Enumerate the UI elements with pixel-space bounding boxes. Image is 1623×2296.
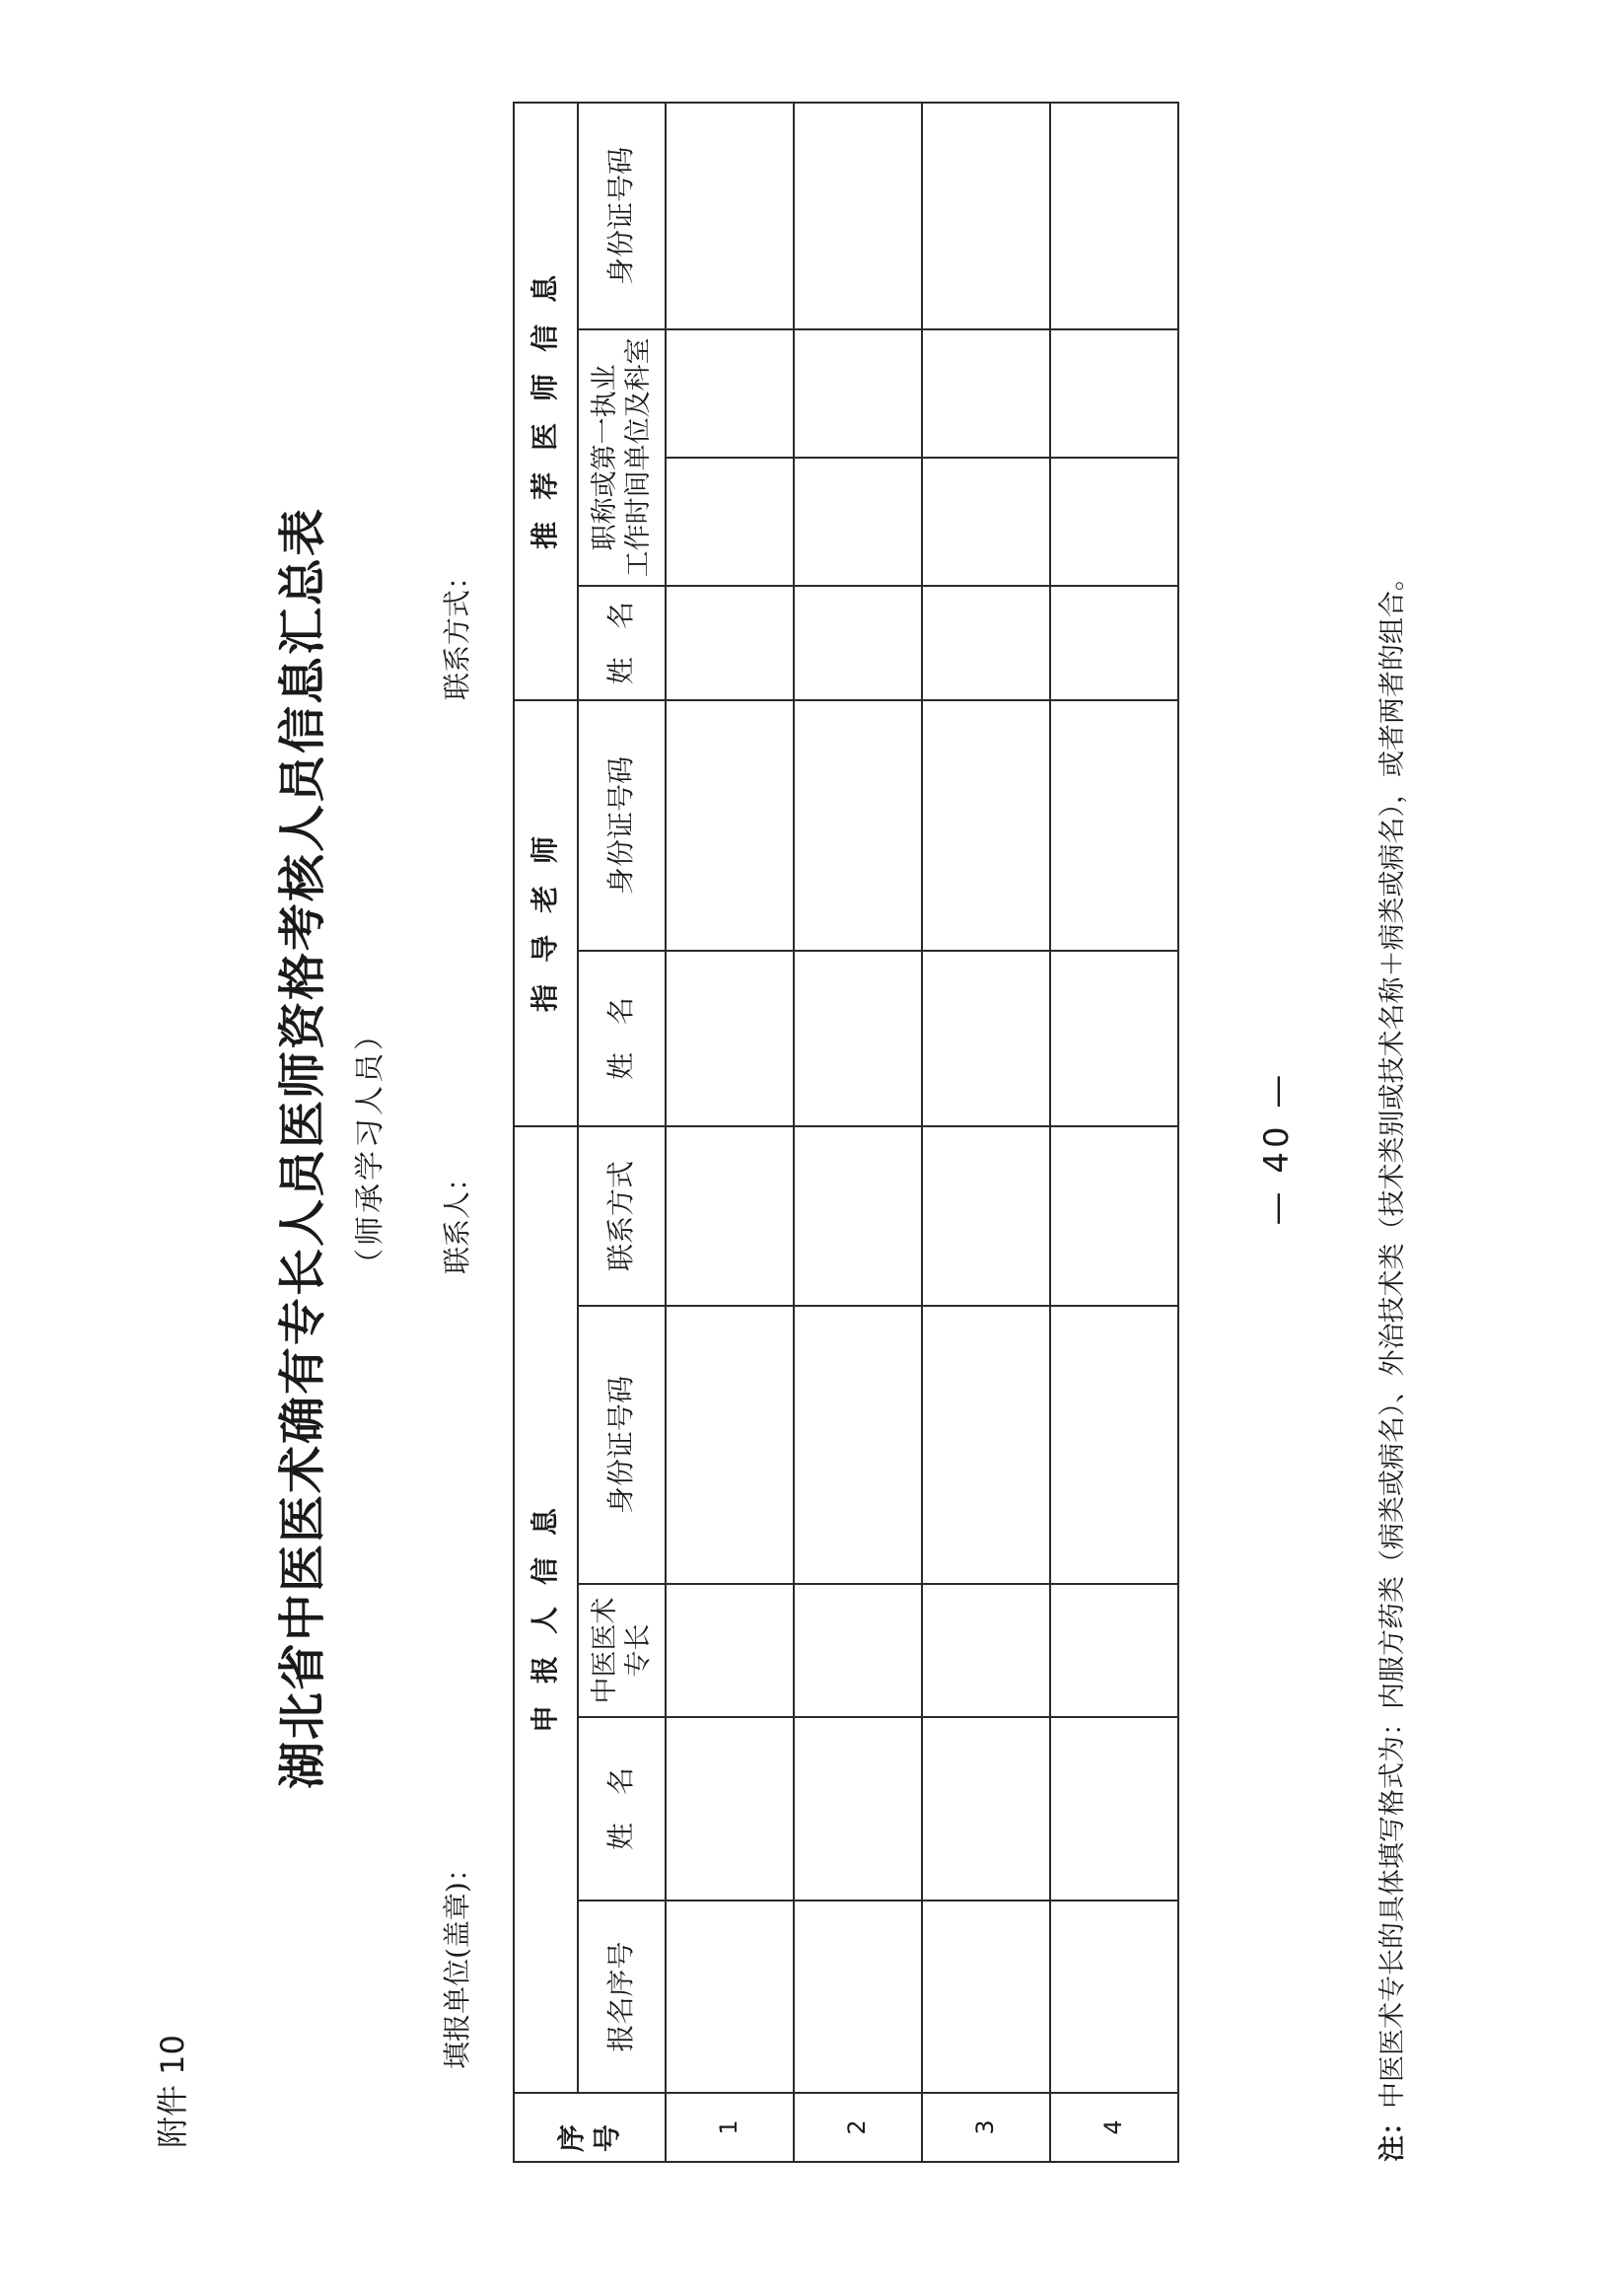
table-row — [794, 103, 922, 2162]
col-applicant-id-number: 身份证号码 — [578, 1306, 666, 1584]
cell-recommender-name — [1050, 586, 1178, 700]
col-recommender-name: 姓 名 — [578, 586, 666, 700]
cell-recommender-unit — [1050, 329, 1178, 458]
cell-specialty — [922, 1584, 1050, 1717]
footnote-text: 中医医术专长的具体填写格式为：内服方药类（病类或病名）、外治技术类（技术类别或技术名称＋病类或病名），或者两者的组合。 — [1377, 564, 1408, 2109]
applicant-group-header: 申报人信息 — [514, 1126, 578, 2093]
table-row — [1050, 103, 1178, 2162]
cell-applicant-name — [922, 1717, 1050, 1901]
col-recommender-id-number: 身份证号码 — [578, 103, 666, 329]
cell-recommender-title — [922, 458, 1050, 586]
cell-recommender-name — [794, 586, 922, 700]
cell-applicant-name — [666, 1717, 794, 1901]
cell-mentor-id-number — [794, 700, 922, 951]
cell-mentor-id-number — [1050, 700, 1178, 951]
seq-header: 序号 — [514, 2093, 666, 2162]
cell-applicant-name — [1050, 1717, 1178, 1901]
cell-recommender-title — [794, 458, 922, 586]
cell-recommender-unit — [666, 329, 794, 458]
row-number: 2 — [794, 2093, 922, 2162]
cell-applicant-id-number — [922, 1306, 1050, 1584]
col-registration-number: 报名序号 — [578, 1901, 666, 2093]
footnote-label: 注： — [1377, 2109, 1408, 2162]
mentor-group-header: 指导老师 — [514, 700, 578, 1126]
cell-registration-number — [666, 1901, 794, 2093]
personnel-summary-table — [513, 102, 1179, 2163]
row-number: 4 — [1050, 2093, 1178, 2162]
cell-registration-number — [1050, 1901, 1178, 2093]
cell-recommender-id-number — [666, 103, 794, 329]
cell-recommender-title — [1050, 458, 1178, 586]
cell-recommender-unit — [922, 329, 1050, 458]
table-row — [666, 103, 794, 2162]
col-mentor-id-number: 身份证号码 — [578, 700, 666, 951]
cell-recommender-title — [666, 458, 794, 586]
cell-mentor-name — [1050, 951, 1178, 1126]
cell-recommender-id-number — [922, 103, 1050, 329]
contact-method-label: 联系方式： — [441, 561, 473, 700]
cell-recommender-name — [922, 586, 1050, 700]
cell-applicant-name — [794, 1717, 922, 1901]
cell-mentor-name — [794, 951, 922, 1126]
cell-mentor-id-number — [922, 700, 1050, 951]
row-number: 3 — [922, 2093, 1050, 2162]
cell-specialty — [794, 1584, 922, 1717]
cell-registration-number — [794, 1901, 922, 2093]
cell-applicant-id-number — [794, 1306, 922, 1584]
page-title: 湖北省中医医术确有专长人员医师资格考核人员信息汇总表 — [275, 507, 330, 1790]
table-column-header-row — [578, 103, 666, 2162]
cell-specialty — [666, 1584, 794, 1717]
cell-applicant-id-number — [666, 1306, 794, 1584]
cell-mentor-name — [922, 951, 1050, 1126]
cell-specialty — [1050, 1584, 1178, 1717]
page-subtitle: （师承学习人员） — [353, 1018, 388, 1278]
cell-contact-method — [666, 1126, 794, 1306]
col-recommender-title-line2: 工作时间单位及科室 — [622, 337, 654, 578]
cell-contact-method — [1050, 1126, 1178, 1306]
cell-mentor-name — [666, 951, 794, 1126]
table-group-header-row — [514, 103, 578, 2162]
cell-contact-method — [922, 1126, 1050, 1306]
cell-contact-method — [794, 1126, 922, 1306]
cell-recommender-unit — [794, 329, 922, 458]
row-number: 1 — [666, 2093, 794, 2162]
cell-recommender-id-number — [1050, 103, 1178, 329]
footnote — [1371, 564, 1409, 2162]
col-contact-method: 联系方式 — [578, 1126, 666, 1306]
page-number: — 40 — — [1257, 1070, 1297, 1226]
cell-applicant-id-number — [1050, 1306, 1178, 1584]
col-recommender-title-unit — [578, 329, 666, 586]
col-applicant-name: 姓 名 — [578, 1717, 666, 1901]
cell-registration-number — [922, 1901, 1050, 2093]
col-specialty: 中医医术专长 — [578, 1584, 666, 1717]
col-mentor-name: 姓 名 — [578, 951, 666, 1126]
table-row — [922, 103, 1050, 2162]
recommender-group-header: 推荐医师信息 — [514, 103, 578, 700]
cell-mentor-id-number — [666, 700, 794, 951]
col-recommender-title-line1: 职称或第一执业 — [589, 364, 620, 551]
annex-label: 附件 10 — [154, 2035, 191, 2148]
cell-recommender-id-number — [794, 103, 922, 329]
cell-recommender-name — [666, 586, 794, 700]
contact-person-label: 联系人： — [441, 1163, 473, 1274]
reporting-unit-label: 填报单位(盖章)： — [441, 1854, 473, 2069]
